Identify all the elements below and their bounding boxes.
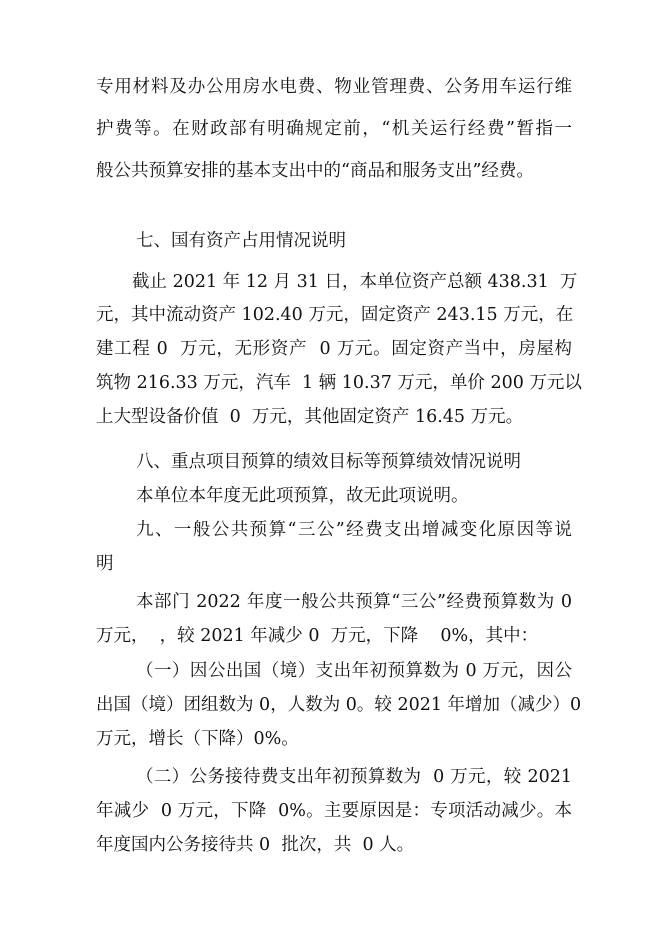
paragraph-line: 本单位本年度无此项预算，故无此项说明。	[136, 486, 469, 506]
paragraph-line: 上大型设备价值 0 万元，其他固定资产 16.45 万元。	[96, 407, 524, 427]
paragraph-line: 年度国内公务接待共 0 批次，共 0 人。	[96, 835, 415, 855]
paragraph-line: 出国（境）团组数为 0，人数为 0。较 2021 年增加（减少）0	[96, 695, 582, 715]
paragraph-line: 筑物 216.33 万元，汽车 1 辆 10.37 万元，单价 200 万元以	[96, 373, 582, 393]
paragraph-line: （二）公务接待费支出年初预算数为 0 万元，较 2021	[136, 767, 572, 787]
section-heading: 八、重点项目预算的绩效目标等预算绩效情况说明	[136, 452, 521, 472]
section-heading: 七、国有资产占用情况说明	[136, 231, 346, 251]
paragraph-line: 专用材料及办公用房水电费、物业管理费、公务用车运行维	[96, 77, 572, 97]
section-heading: 明	[96, 554, 114, 574]
paragraph-line: 本部门 2022 年度一般公共预算“三公”经费预算数为 0	[136, 592, 572, 612]
paragraph-line: 年减少 0 万元，下降 0%。主要原因是：专项活动减少。本	[96, 801, 572, 821]
paragraph-line: 般公共预算安排的基本支出中的“商品和服务支出”经费。	[96, 161, 534, 181]
paragraph-line: 建工程 0 万元，无形资产 0 万元。固定资产当中，房屋构	[96, 339, 572, 359]
paragraph-line: 万元， ，较 2021 年减少 0 万元，下降 0%，其中：	[96, 626, 539, 646]
paragraph-line: 万元，增长（下降）0%。	[96, 729, 299, 749]
paragraph-line: 元，其中流动资产 102.40 万元，固定资产 243.15 万元，在	[96, 305, 574, 325]
paragraph-line: 截止 2021 年 12 月 31 日，本单位资产总额 438.31 万	[132, 272, 578, 292]
paragraph-line: （一）因公出国（境）支出年初预算数为 0 万元，因公	[136, 661, 572, 681]
paragraph-line: 护费等。在财政部有明确规定前，“机关运行经费”暂指一	[96, 119, 572, 139]
section-heading: 九、一般公共预算“三公”经费支出增减变化原因等说	[136, 520, 572, 540]
